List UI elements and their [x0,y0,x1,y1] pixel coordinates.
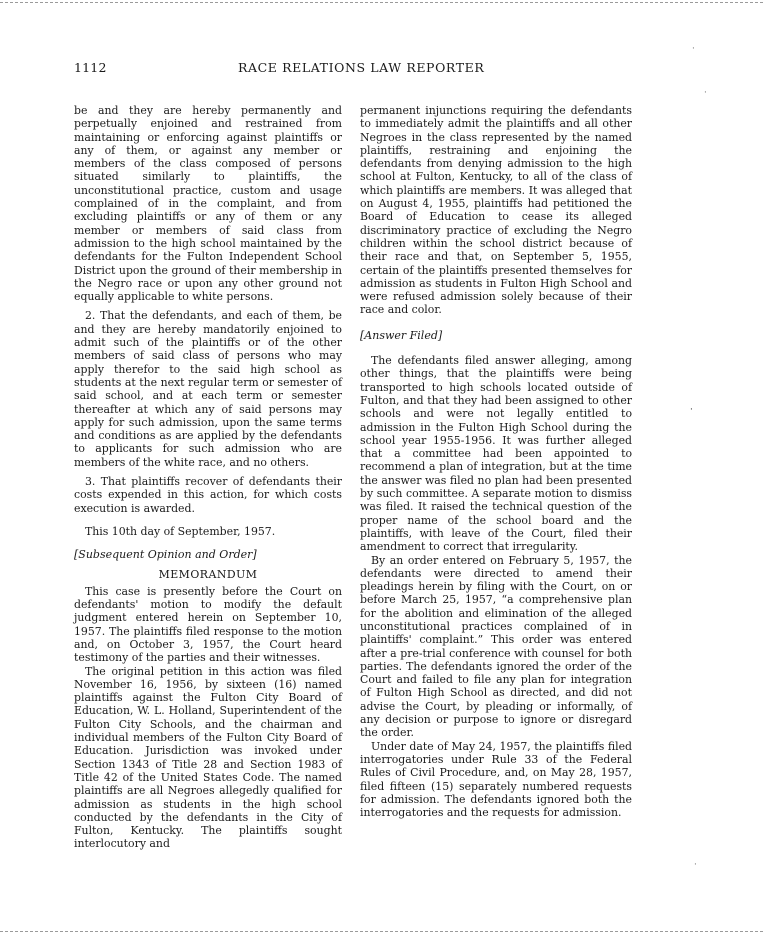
left-column [74,104,342,851]
running-title: RACE RELATIONS LAW REPORTER [238,60,485,75]
right-paragraph-1: permanent injunctions requiring the defendants to immediately admit the plaintiffs and all other Negroes in the class represented by the named plaintiffs, restraining and enjoining the defendants from denying admission to the high school at Fulton, Kentucky, to all of the class of which plaintiffs are members. It was alleged that on August 4, 1955, plaintiffs had petitioned the Board of Education to cease its alleged discriminatory practice of excluding the Negro children within the school district because of their race and that, on September 5, 1955, certain of the plaintiffs presented themselves for admission as students in Fulton High School and were refused admission solely because of their race and color. [360,104,632,317]
page-number: 1112 [74,60,107,75]
heading-answer-filed: [Answer Filed] [360,328,443,342]
scan-speck-mark: · [704,88,707,98]
right-paragraph-3: By an order entered on February 5, 1957, the defendants were directed to amend their pleadings herein by filing with the Court, on or before March 25, 1957, “a comprehensive plan for the abolition and elimination of the alleged unconstitutional practices complained of in plaintiffs' complaint.” This order was entered after a pre-trial conference with counsel for both parties. The defendants ignored the order of the Court and failed to file any plan for integration of Fulton High School as directed, and did not advise the Court, by pleading or informally, of any decision or purpose to ignore or disregard the order. [360,553,632,740]
right-paragraph-2: The defendants filed answer alleging, among other things, that the plaintiffs were being transported to high schools located outside of Fulton, and that they had been assigned to other schools and were not legally entitled to admission in the Fulton High School during the school year 1955-1956. It was further alleged that a committee had been appointed to recommend a plan of integration, but at the time the answer was filed no plan had been presented by such committee. A separate motion to dismiss was filed. It raised the technical question of the proper name of the school board and the plaintiffs, with leave of the Court, filed their amendment to correct that irregularity. [360,354,632,554]
date-line: This 10th day of September, 1957. [85,524,276,538]
scan-speck-mark: · [692,44,695,54]
scan-speck-mark: · [694,860,697,870]
heading-memorandum: MEMORANDUM [158,567,258,581]
top-scan-border [0,2,763,3]
left-paragraph-4: This case is presently before the Court on defendants' motion to modify the default judgment entered herein on September 10, 1957. The plaintiffs filed response to the motion and, on October 3, 1957, the Court heard testimony of the parties and their witnesses. [74,584,342,665]
left-paragraph-5: The original petition in this action was filed November 16, 1956, by sixteen (16) named plaintiffs against the Fulton City Board of Education, W. L. Holland, Superintendent of the Fulton City Schools, and the chairman and individual members of the Fulton City Board of Education. Jurisdiction was invoked under Section 1343 of Title 28 and Section 1983 of Title 42 of the United States Code. The named plaintiffs are all Negroes allegedly qualified for admission as students in the high school conducted by the defendants in the City of Fulton, Kentucky. The plaintiffs sought interlocutory and [74,664,342,851]
heading-subsequent-opinion: [Subsequent Opinion and Order] [74,548,257,562]
left-paragraph-3: 3. That plaintiffs recover of defendants their costs expended in this action, for which costs execution is awarded. [74,475,342,515]
left-paragraph-2: 2. That the defendants, and each of them, be and they are hereby mandatorily enjoined to admit such of the plaintiffs or of the other members of said class of persons who may apply therefor to the said high school as students at the next regular term or semester of said school, and at each term or semester thereafter at which any of said persons may apply for such admission, upon the same terms and conditions as are applied by the defendants to applicants for such admission who are members of the white race, and no others. [74,309,342,469]
bottom-scan-border [0,931,763,932]
scan-speck-mark: · [690,405,693,415]
right-paragraph-4: Under date of May 24, 1957, the plaintiffs filed interrogatories under Rule 33 of the Federal Rules of Civil Procedure, and, on May 28, 1957, filed fifteen (15) separately numbered requests for admission. The defendants ignored both the interrogatories and the requests for admission. [360,739,632,820]
left-paragraph-1: be and they are hereby permanently and perpetually enjoined and restrained from maintaining or enforcing against plaintiffs or any of them, or against any member or members of the class composed of persons situated similarly to plaintiffs, the unconstitutional practice, custom and usage complained of in the complaint, and from excluding plaintiffs or any of them or any member or members of said class from admission to the high school maintained by the defendants for the Fulton Independent School District upon the ground of their membership in the Negro race or upon any other ground not equally applicable to white persons. [74,104,342,304]
right-column [360,104,632,819]
